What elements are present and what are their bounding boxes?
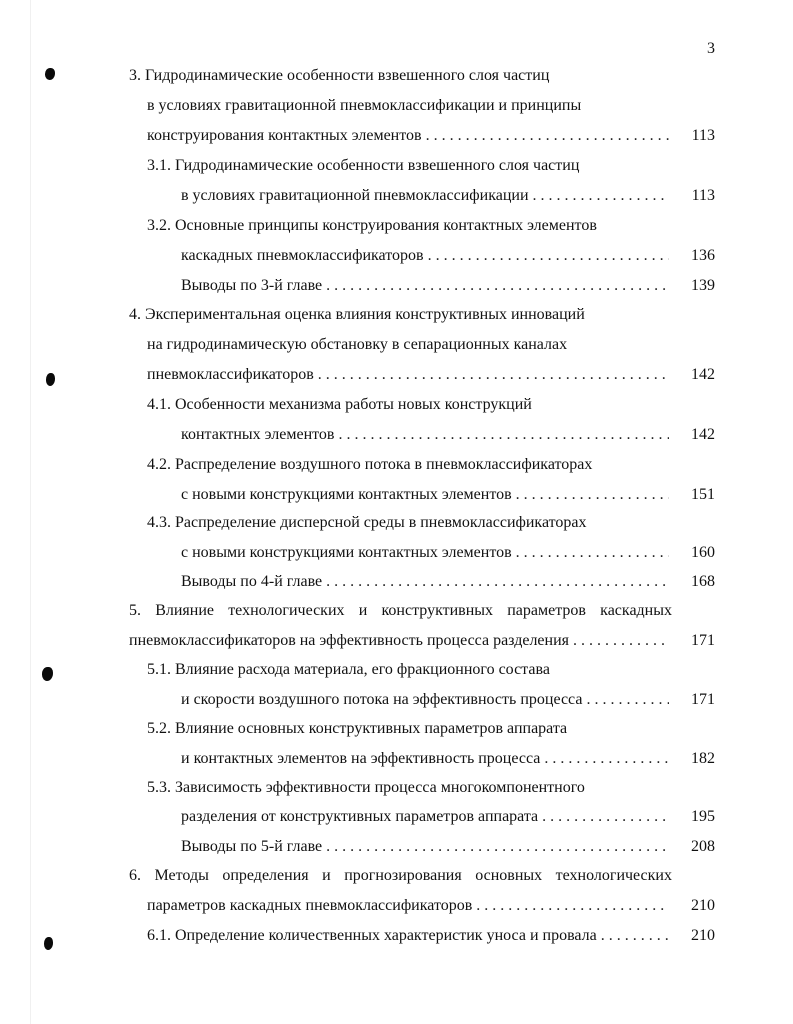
toc-s51-line2-text: и скорости воздушного потока на эффективность процесса [181,691,583,708]
toc-s43-line1: 4.3. Распределение дисперсной среды в пневмоклассификаторах [147,514,587,531]
toc-s53-line1: 5.3. Зависимость эффективности процесса многокомпонентного [147,779,585,796]
toc-ch3-page: 113 [691,127,715,144]
toc-c5-line1-text: Выводы по 5-й главе [181,838,323,855]
toc-s31-line2 [181,185,669,207]
toc-s43-line2 [181,542,669,564]
toc-c3-page: 139 [691,277,715,294]
toc-c4-page: 168 [691,573,715,590]
toc-s52-page: 182 [691,750,715,767]
page-number: 3 [707,40,715,57]
toc-s61-line1-text: 6.1. Определение количественных характеристик уноса и провала [147,927,597,944]
toc-ch4-line2: на гидродинамическую обстановку в сепарационных каналах [147,336,568,353]
toc-c4-line1 [181,571,669,593]
dot-leader [533,185,669,207]
toc-s31-line2-text: в условиях гравитационной пневмоклассификации [181,187,529,204]
toc-s43-line2-text: с новыми конструкциями контактных элементов [181,544,512,561]
toc-s51-line1: 5.1. Влияние расхода материала, его фракционного состава [147,661,550,678]
dot-leader [326,275,669,297]
toc-ch5-line1: 5. Влияние технологических и конструктивных параметров каскадных [129,602,672,619]
dot-leader [326,836,669,858]
toc-ch4-page: 142 [691,366,715,383]
toc-c3-line1 [181,275,669,297]
toc-s32-line1: 3.2. Основные принципы конструирования контактных элементов [147,217,597,234]
toc-ch3-line2: в условиях гравитационной пневмоклассификации и принципы [147,97,582,114]
dot-leader [326,571,669,593]
toc-s31-page: 113 [691,187,715,204]
dot-leader [516,542,669,564]
toc-ch4-line1: 4. Экспериментальная оценка влияния конструктивных инноваций [129,306,585,323]
toc-c5-line1 [181,836,669,858]
toc-c3-line1-text: Выводы по 3-й главе [181,277,323,294]
toc-s52-line1: 5.2. Влияние основных конструктивных параметров аппарата [147,720,568,737]
dot-leader [516,484,669,506]
toc-ch4-line3 [147,364,669,386]
toc-s32-line2 [181,245,669,267]
toc-ch4-line3-text: пневмоклассификаторов [147,366,314,383]
dot-leader [428,245,669,267]
toc-s61-page: 210 [691,927,715,944]
dot-leader [586,689,669,711]
toc-ch5-page: 171 [691,632,715,649]
toc-s41-line1: 4.1. Особенности механизма работы новых конструкций [147,396,532,413]
toc-s52-line2-text: и контактных элементов на эффективность процесса [181,750,541,767]
toc-s42-line1: 4.2. Распределение воздушного потока в пневмоклассификаторах [147,456,593,473]
toc-s32-line2-text: каскадных пневмоклассификаторов [181,247,424,264]
toc-c4-line1-text: Выводы по 4-й главе [181,573,323,590]
dot-leader [426,125,669,147]
toc-ch3-line3 [147,125,669,147]
dot-leader [338,424,669,446]
toc-s43-page: 160 [691,544,715,561]
toc-ch6-line2 [147,895,669,917]
toc-s32-page: 136 [691,247,715,264]
toc-ch6-line2-text: параметров каскадных пневмоклассификаторов [147,897,473,914]
toc-ch6-line1: 6. Методы определения и прогнозирования основных технологических [129,867,672,884]
toc-s51-line2 [181,689,669,711]
toc-ch3-line3-text: конструирования контактных элементов [147,127,422,144]
toc-s53-line2-text: разделения от конструктивных параметров аппарата [181,808,539,825]
toc-s52-line2 [181,748,669,770]
toc-s61-line1 [147,925,669,947]
toc-s53-line2 [181,806,669,828]
dot-leader [544,748,669,770]
toc-ch3-line1: 3. Гидродинамические особенности взвешенного слоя частиц [129,67,550,84]
toc-s41-page: 142 [691,426,715,443]
toc-s42-line2-text: с новыми конструкциями контактных элементов [181,486,512,503]
toc-s41-line2-text: контактных элементов [181,426,335,443]
toc-s51-page: 171 [691,691,715,708]
toc-c5-page: 208 [691,838,715,855]
toc-ch5-line2-text: пневмоклассификаторов на эффективность процесса разделения [129,632,570,649]
toc-ch6-page: 210 [691,897,715,914]
dot-leader [476,895,669,917]
toc-s41-line2 [181,424,669,446]
dot-leader [573,630,669,652]
dot-leader [318,364,669,386]
dot-leader [542,806,669,828]
toc-s31-line1: 3.1. Гидродинамические особенности взвешенного слоя частиц [147,157,580,174]
toc-s53-page: 195 [691,808,715,825]
toc-s42-line2 [181,484,669,506]
toc-ch5-line2 [129,630,669,652]
dot-leader [601,925,669,947]
toc-s42-page: 151 [691,486,715,503]
